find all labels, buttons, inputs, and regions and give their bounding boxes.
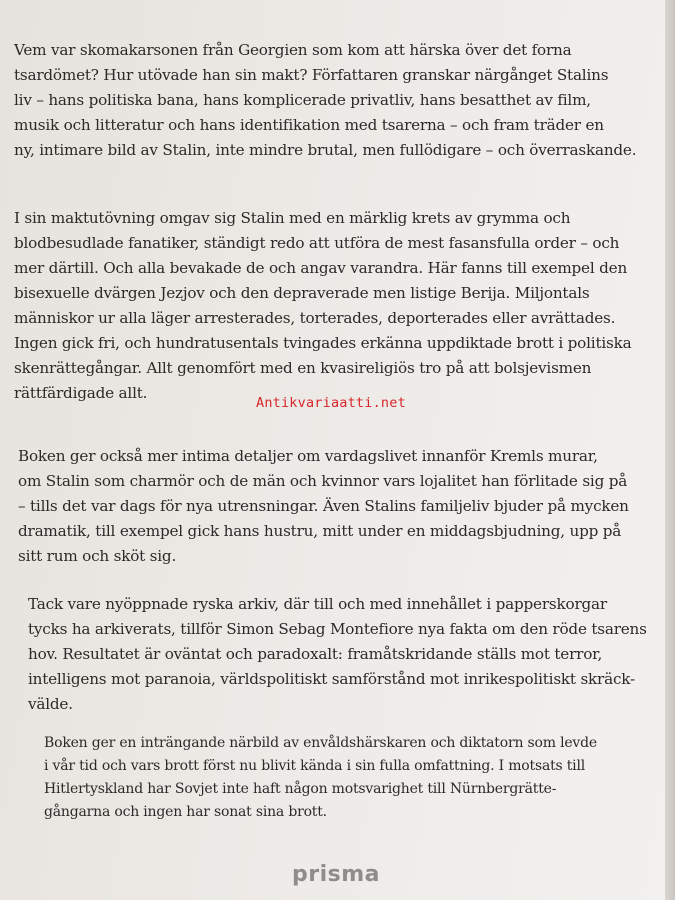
text-line: rättfärdigade allt. (14, 384, 148, 402)
book-edge (665, 0, 675, 900)
text-line: gångarna och ingen har sonat sina brott. (44, 804, 327, 820)
text-line: människor ur alla läger arresterades, torterades, deporterades eller avrättades. (14, 309, 616, 327)
blurb-paragraph-4 (28, 592, 658, 717)
text-line: Ingen gick fri, och hundratusentals tvingades erkänna uppdiktade brott i politiska (14, 334, 632, 352)
text-line: ny, intimare bild av Stalin, inte mindre brutal, men fullödigare – och överraskande. (14, 141, 637, 159)
text-line: dramatik, till exempel gick hans hustru, mitt under en middagsbjudning, upp på (18, 522, 622, 540)
text-line: intelligens mot paranoia, världspolitiskt samförstånd mot inrikespolitiskt skräck- (28, 670, 635, 688)
text-line: Boken ger en inträngande närbild av envåldshärskaren och diktatorn som levde (44, 735, 597, 751)
text-line: I sin maktutövning omgav sig Stalin med en märklig krets av grymma och (14, 209, 571, 227)
text-line: om Stalin som charmör och de män och kvinnor vars lojalitet han förlitade sig på (18, 472, 628, 490)
text-line: musik och litteratur och hans identifikation med tsarerna – och fram träder en (14, 116, 604, 134)
blurb-paragraph-2 (14, 206, 664, 406)
text-line: tycks ha arkiverats, tillför Simon Sebag Montefiore nya fakta om den röde tsarens (28, 620, 647, 638)
blurb-paragraph-3 (18, 444, 658, 569)
logo-subtext-fragment (318, 893, 378, 897)
text-line: – tills det var dags för nya utrensningar. Även Stalins familjeliv bjuder på mycken (18, 497, 629, 515)
text-line: sitt rum och sköt sig. (18, 547, 177, 565)
publisher-logo: prisma (292, 862, 381, 887)
watermark-text: Antikvariaatti.net (256, 395, 406, 411)
blurb-paragraph-5 (44, 732, 654, 824)
text-line: liv – hans politiska bana, hans komplicerade privatliv, hans besatthet av film, (14, 91, 591, 109)
text-line: bisexuelle dvärgen Jezjov och den depraverade men listige Berija. Miljontals (14, 284, 590, 302)
text-line: Boken ger också mer intima detaljer om vardagslivet innanför Kremls murar, (18, 447, 598, 465)
text-line: hov. Resultatet är oväntat och paradoxalt: framåtskridande ställs mot terror, (28, 645, 603, 663)
text-line: blodbesudlade fanatiker, ständigt redo att utföra de mest fasansfulla order – och (14, 234, 620, 252)
text-line: i vår tid och vars brott först nu blivit kända i sin fulla omfattning. I motsats till (44, 758, 586, 774)
text-line: Hitlertyskland har Sovjet inte haft någon motsvarighet till Nürnbergrätte- (44, 781, 557, 797)
text-line: Vem var skomakarsonen från Georgien som kom att härska över det forna (14, 41, 572, 59)
text-line: mer därtill. Och alla bevakade de och angav varandra. Här fanns till exempel den (14, 259, 628, 277)
text-line: välde. (28, 695, 73, 713)
text-line: Tack vare nyöppnade ryska arkiv, där till och med innehållet i papperskorgar (28, 595, 607, 613)
blurb-paragraph-1 (14, 38, 666, 163)
text-line: skenrättegångar. Allt genomfört med en kvasireligiös tro på att bolsjevismen (14, 359, 592, 377)
text-line: tsardömet? Hur utövade han sin makt? Författaren granskar närgånget Stalins (14, 66, 609, 84)
